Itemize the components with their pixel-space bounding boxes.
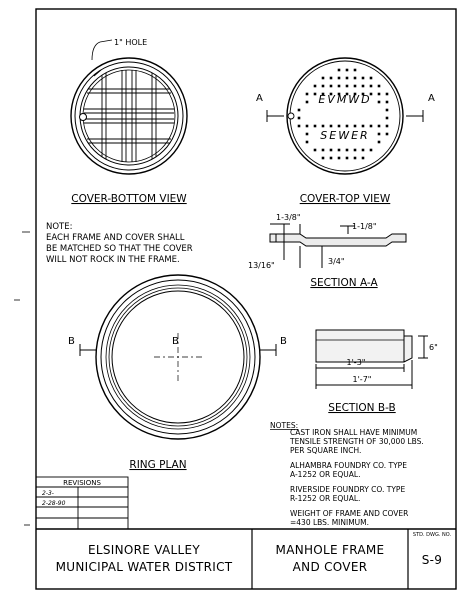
cover-dot xyxy=(354,85,357,88)
cover-dot xyxy=(298,109,301,112)
dim-label: 6" xyxy=(429,343,438,352)
cover-dot xyxy=(322,149,325,152)
cover-dot xyxy=(306,125,309,128)
cover-dot xyxy=(338,85,341,88)
cover-dot xyxy=(306,133,309,136)
cover-dot xyxy=(354,77,357,80)
cover-dot xyxy=(362,157,365,160)
cover-dot xyxy=(386,125,389,128)
cover-dot xyxy=(378,125,381,128)
cover-dot xyxy=(322,77,325,80)
revision-entry: 2-28-90 xyxy=(42,500,66,507)
cover-dot xyxy=(330,149,333,152)
cover-dot xyxy=(330,77,333,80)
cover-dot xyxy=(354,157,357,160)
cover-top-title: COVER-TOP VIEW xyxy=(299,193,391,205)
cover-dot xyxy=(378,141,381,144)
cover-dot xyxy=(370,85,373,88)
section-marker-b-center: B xyxy=(172,336,179,347)
ring-plan-title: RING PLAN xyxy=(129,459,187,471)
note-line: BE MATCHED SO THAT THE COVER xyxy=(46,244,193,254)
dim-label: 3/4" xyxy=(328,257,345,266)
cover-dot xyxy=(322,125,325,128)
cover-top-view xyxy=(267,58,423,174)
cover-dot xyxy=(386,109,389,112)
cover-dot xyxy=(314,93,317,96)
cover-dot xyxy=(370,77,373,80)
cover-dot xyxy=(330,85,333,88)
agency-line-2: MUNICIPAL WATER DISTRICT xyxy=(55,560,233,574)
cover-dot xyxy=(386,93,389,96)
dim-label: 13/16" xyxy=(248,261,275,270)
cover-dot xyxy=(354,69,357,72)
cover-dot xyxy=(330,157,333,160)
ring-plan xyxy=(80,275,276,439)
agency-name xyxy=(36,542,252,576)
cover-dot-pattern xyxy=(298,69,389,160)
cover-dot xyxy=(338,77,341,80)
note-line: EACH FRAME AND COVER SHALL xyxy=(46,233,185,243)
cover-text-bottom: SEWER xyxy=(320,129,370,142)
notes-heading: NOTES: xyxy=(270,421,299,430)
cover-dot xyxy=(346,77,349,80)
cover-dot xyxy=(370,125,373,128)
agency-line-1: ELSINORE VALLEY xyxy=(87,543,200,557)
notes-line: WEIGHT OF FRAME AND COVER xyxy=(290,509,409,518)
drawing-title-line-1: MANHOLE FRAME xyxy=(275,543,385,557)
notes-line: ALHAMBRA FOUNDRY CO. TYPE xyxy=(290,461,407,470)
cover-dot xyxy=(362,149,365,152)
notes-line: =430 LBS. MINIMUM. xyxy=(290,518,370,527)
cover-dot xyxy=(362,85,365,88)
cover-dot xyxy=(370,149,373,152)
cover-dot xyxy=(338,69,341,72)
cover-bottom-view xyxy=(71,40,187,174)
dim-label: 1-1/8" xyxy=(352,222,377,231)
notes-line: R-1252 OR EQUAL. xyxy=(290,494,361,503)
cover-dot xyxy=(306,141,309,144)
cover-dot xyxy=(314,85,317,88)
section-marker-a-left: A xyxy=(256,93,263,104)
notes-line: RIVERSIDE FOUNDRY CO. TYPE xyxy=(290,485,406,494)
cover-dot xyxy=(306,93,309,96)
cover-dot xyxy=(378,93,381,96)
cover-dot xyxy=(346,125,349,128)
cover-dot xyxy=(330,125,333,128)
dim-label: 1'-7" xyxy=(352,375,372,384)
cover-bottom-title: COVER-BOTTOM VIEW xyxy=(71,193,187,205)
revision-entry: 2-3- xyxy=(42,490,54,497)
drawing-title-line-2: AND COVER xyxy=(292,560,368,574)
cover-dot xyxy=(378,133,381,136)
drawing-title xyxy=(252,542,408,576)
cover-dot xyxy=(386,133,389,136)
cover-dot xyxy=(346,69,349,72)
cover-dot xyxy=(378,101,381,104)
sheet-border xyxy=(36,9,456,589)
cover-dot xyxy=(346,157,349,160)
cover-dot xyxy=(346,149,349,152)
cover-dot xyxy=(298,125,301,128)
section-marker-b-right: B xyxy=(280,336,287,347)
cover-text-top: EVMWD xyxy=(318,93,372,106)
cover-dot xyxy=(378,85,381,88)
notes-line: CAST IRON SHALL HAVE MINIMUM xyxy=(290,428,418,437)
cover-dot xyxy=(362,77,365,80)
dim-label: 1'-3" xyxy=(346,358,366,367)
section-bb-title: SECTION B-B xyxy=(328,402,396,414)
section-bb-profile xyxy=(316,330,428,389)
std-dwg-number: S-9 xyxy=(421,553,443,567)
cover-dot xyxy=(322,85,325,88)
cover-dot xyxy=(298,117,301,120)
notes-line: TENSILE STRENGTH OF 30,000 LBS. xyxy=(290,437,424,446)
cover-dot xyxy=(346,85,349,88)
cover-dot xyxy=(338,157,341,160)
cover-dot xyxy=(314,149,317,152)
cover-dot xyxy=(338,125,341,128)
cover-dot xyxy=(386,101,389,104)
cover-dot xyxy=(314,125,317,128)
cover-dot xyxy=(354,149,357,152)
cover-dot xyxy=(362,125,365,128)
notes-line: A-1252 OR EQUAL. xyxy=(290,470,361,479)
std-dwg-label: STD. DWG. NO. xyxy=(412,532,452,538)
note-line: WILL NOT ROCK IN THE FRAME. xyxy=(46,255,180,265)
cover-dot xyxy=(338,149,341,152)
cover-dot xyxy=(322,157,325,160)
hole-label: 1" HOLE xyxy=(114,38,148,47)
cover-dot xyxy=(306,101,309,104)
section-marker-b-left: B xyxy=(68,336,75,347)
note-heading: NOTE: xyxy=(46,222,73,232)
section-aa-title: SECTION A-A xyxy=(310,277,378,289)
section-marker-a-right: A xyxy=(428,93,435,104)
cover-dot xyxy=(386,117,389,120)
dim-label: 1-3/8" xyxy=(276,213,301,222)
revisions-title: REVISIONS xyxy=(63,479,101,487)
notes-line: PER SQUARE INCH. xyxy=(290,446,362,455)
cover-dot xyxy=(354,125,357,128)
